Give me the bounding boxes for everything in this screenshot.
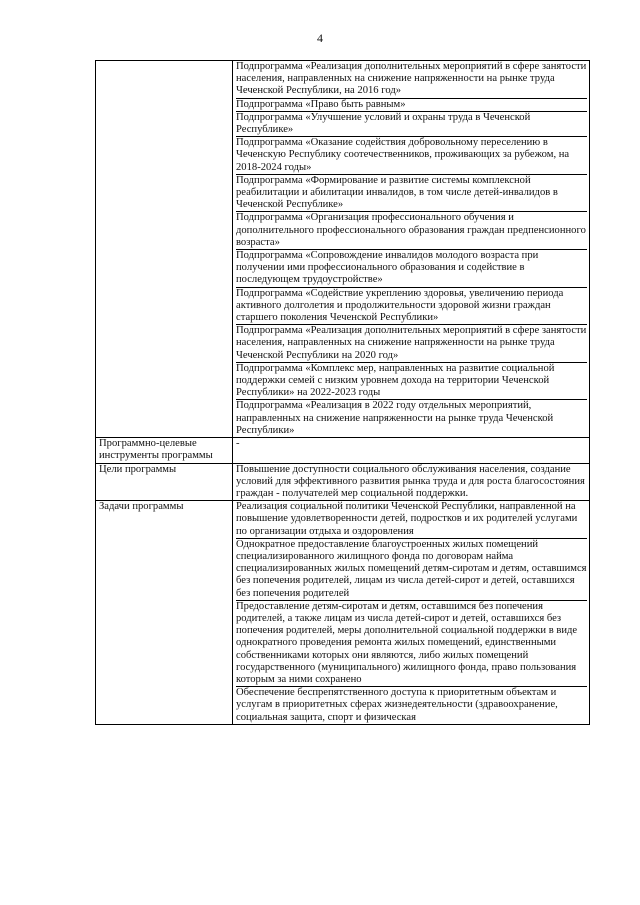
instruments-value: - xyxy=(233,438,590,463)
subprogram-item: Подпрограмма «Право быть равным» xyxy=(236,99,587,112)
subprogram-item: Подпрограмма «Формирование и развитие системы комплексной реабилитации и абилитации инвалидов, в том числе детей-инвалидов в Чеченской Республике» xyxy=(236,175,587,213)
tasks-row xyxy=(96,501,590,725)
goals-row xyxy=(96,463,590,501)
task-item: Обеспечение беспрепятственного доступа к приоритетным объектам и услугам в приоритетных сферах жизнедеятельности (здравоохранение, социальная защита, спорт и физическая xyxy=(236,687,558,723)
subprogram-item: Подпрограмма «Реализация дополнительных мероприятий в сфере занятости населения, направленных на снижение напряженности на рынке труда Чеченской Республики, на 2016 год» xyxy=(236,61,587,99)
task-item: Предоставление детям-сиротам и детям, оставшимся без попечения родителей, а также лицам из числа детей-сирот и детей, оставшихся без попечения родителей, меры дополнительной социальной поддержки в виде однократного проведения ремонта жилых помещений, единственными собственниками которых они являются, либо жилых помещений государственного (муниципального) жилищного фонда, право пользования которым за ними сохранено xyxy=(236,601,587,687)
instruments-row xyxy=(96,438,590,463)
subprogram-item: Подпрограмма «Содействие укреплению здоровья, увеличению периода активного долголетия и продолжительности здоровой жизни граждан старшего поколения Чеченской Республики» xyxy=(236,288,587,326)
subprogram-item: Подпрограмма «Реализация дополнительных мероприятий в сфере занятости населения, направленных на снижение напряженности на рынке труда Чеченской Республики на 2020 год» xyxy=(236,325,587,363)
instruments-label: Программно-целевые инструменты программы xyxy=(96,438,233,463)
program-passport-table xyxy=(95,60,590,725)
task-item: Однократное предоставление благоустроенных жилых помещений специализированного жилищного фонда по договорам найма специализированных жилых помещений детям-сиротам и детям, оставшимся без попечения родителей, лицам из числа детей-сирот и детей, оставшихся без попечения родителей xyxy=(236,539,587,601)
subprogram-item: Подпрограмма «Оказание содействия добровольному переселению в Чеченскую Республику соотечественников, проживающих за рубежом, на 2018-2024 годы» xyxy=(236,137,587,175)
subprogram-item: Подпрограмма «Улучшение условий и охраны труда в Чеченской Республике» xyxy=(236,112,587,137)
page-number: 4 xyxy=(317,31,323,45)
subprogram-item: Подпрограмма «Сопровождение инвалидов молодого возраста при получении ими профессионального образования и содействие в последующем трудоустройстве» xyxy=(236,250,587,288)
goals-label: Цели программы xyxy=(96,463,233,501)
tasks-cell xyxy=(233,501,590,725)
subprograms-row xyxy=(96,61,590,438)
subprograms-cell xyxy=(233,61,590,438)
subprogram-item: Подпрограмма «Реализация в 2022 году отдельных мероприятий, направленных на снижение напряженности на рынке труда Чеченской Республики» xyxy=(236,400,554,436)
tasks-label: Задачи программы xyxy=(96,501,233,725)
subprograms-label-cell xyxy=(96,61,233,438)
subprogram-item: Подпрограмма «Комплекс мер, направленных на развитие социальной поддержки семей с низким уровнем дохода на территории Чеченской Республики» на 2022-2023 годы xyxy=(236,363,587,401)
goals-value: Повышение доступности социального обслуживания населения, создание условий для эффективного развития рынка труда и для роста благосостояния граждан - получателей мер социальной поддержки. xyxy=(233,463,590,501)
subprogram-item: Подпрограмма «Организация профессионального обучения и дополнительного профессионального образования граждан предпенсионного возраста» xyxy=(236,212,587,250)
task-item: Реализация социальной политики Чеченской Республики, направленной на повышение удовлетворенности детей, подростков и их родителей услугами по организации отдыха и оздоровления xyxy=(236,501,587,539)
